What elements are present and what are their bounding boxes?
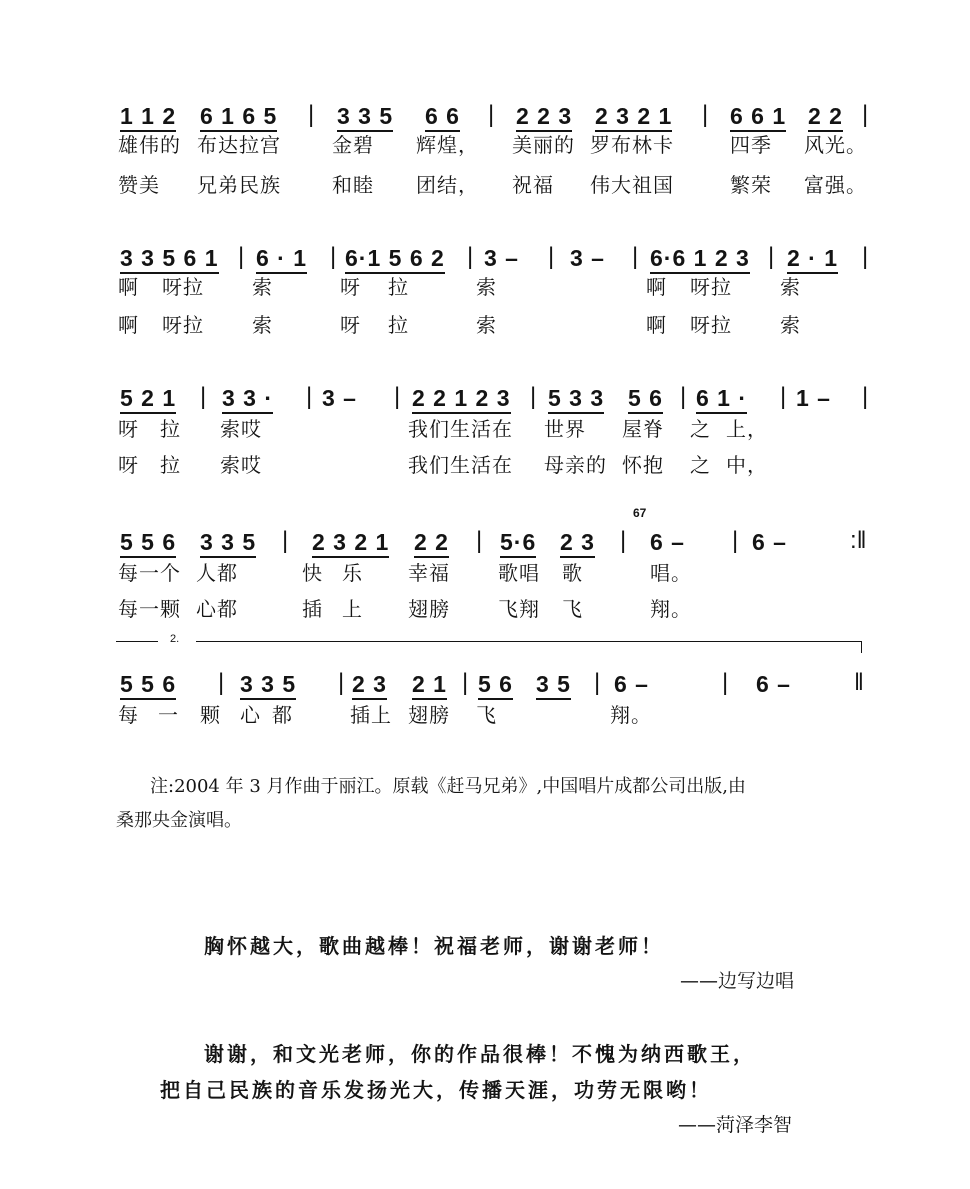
publication-note-line1: 注:2004 年 3 月作曲于丽江。原载《赶马兄弟》,中国唱片成都公司出版,由 <box>150 776 746 797</box>
barline: | <box>338 669 345 696</box>
lyric-text: 索 <box>252 275 273 299</box>
lyric-text: 快 <box>302 561 323 585</box>
barline: ‖ <box>854 669 864 696</box>
note-group: 6 6 1 <box>730 102 786 132</box>
lyric-line <box>0 452 970 492</box>
note-group: 3 3 · <box>222 384 273 414</box>
lyric-text: 翔。 <box>610 703 652 727</box>
note-group: 3 3 5 <box>337 102 393 132</box>
barline: | <box>488 101 495 128</box>
lyric-text: 翅膀 <box>408 597 450 621</box>
note-group: 6·1 5 6 2 <box>345 244 445 274</box>
comment-1-line1: 胸怀越大，歌曲越棒！祝福老师，谢谢老师！ <box>204 934 664 958</box>
notation-line <box>0 378 970 418</box>
note-group: 2 3 2 1 <box>595 102 672 132</box>
note-group: 3 – <box>484 245 519 271</box>
volta-rule-right <box>196 641 862 642</box>
lyric-text: 索 <box>476 275 497 299</box>
lyric-text: 索 <box>780 275 801 299</box>
note-group: 2 2 <box>414 528 449 558</box>
note-group: 3 5 <box>536 670 571 700</box>
lyric-text: 怀抱 <box>622 453 664 477</box>
lyric-text: 飞翔 <box>498 597 540 621</box>
lyric-text: 歌唱 <box>498 561 540 585</box>
lyric-line <box>0 416 970 456</box>
lyric-text: 每 <box>118 703 139 727</box>
barline: | <box>330 243 337 270</box>
lyric-line <box>0 172 970 212</box>
lyric-text: 心都 <box>196 597 238 621</box>
lyric-text: 富强。 <box>804 173 867 197</box>
barline: | <box>680 383 687 410</box>
notation-line <box>0 664 970 704</box>
lyric-text: 母亲的 <box>544 453 607 477</box>
note-group: 3 – <box>322 385 357 411</box>
lyric-text: 呀拉 <box>690 313 732 337</box>
barline: | <box>722 669 729 696</box>
barline: | <box>530 383 537 410</box>
barline: | <box>394 383 401 410</box>
lyric-text: 四季 <box>730 133 772 157</box>
note-group: 3 3 5 <box>240 670 296 700</box>
lyric-text: 啊 <box>118 275 139 299</box>
lyric-text: 和睦 <box>332 173 374 197</box>
lyric-text: 每一个 <box>118 561 181 585</box>
lyric-text: 每一颗 <box>118 597 181 621</box>
note-group: 6 · 1 <box>256 244 307 274</box>
notation-line <box>0 96 970 136</box>
lyric-text: 索哎 <box>220 453 262 477</box>
lyric-text: 上 <box>342 597 363 621</box>
lyric-text: 插上 <box>350 703 392 727</box>
lyric-line <box>0 596 970 636</box>
barline: | <box>308 101 315 128</box>
notation-line <box>0 522 970 562</box>
barline: | <box>306 383 313 410</box>
lyric-text: 雄伟的 <box>118 133 181 157</box>
notation-line <box>0 238 970 278</box>
lyric-text: 布达拉宫 <box>197 133 281 157</box>
lyric-text: 团结， <box>416 173 479 197</box>
lyric-line <box>0 702 970 742</box>
lyric-text: 翔。 <box>650 597 692 621</box>
lyric-text: 呀 <box>340 275 361 299</box>
note-group: 6 – <box>752 529 787 555</box>
note-group: 2 1 <box>412 670 447 700</box>
note-group: 5 5 6 <box>120 528 176 558</box>
barline: | <box>862 243 869 270</box>
note-group: 6 1 · <box>696 384 747 414</box>
note-group: 6 – <box>756 671 791 697</box>
barline: | <box>200 383 207 410</box>
barline: | <box>780 383 787 410</box>
lyric-text: 屋脊 <box>622 417 664 441</box>
lyric-text: 我们生活在 <box>408 417 513 441</box>
lyric-text: 呀 <box>340 313 361 337</box>
barline: | <box>620 527 627 554</box>
lyric-text: 世界 <box>544 417 586 441</box>
note-group: 2 2 3 <box>516 102 572 132</box>
note-group: 5 6 <box>478 670 513 700</box>
barline: | <box>594 669 601 696</box>
lyric-text: 伟大祖国 <box>590 173 674 197</box>
barline: | <box>282 527 289 554</box>
lyric-text: 唱。 <box>650 561 692 585</box>
note-group: 6 6 <box>425 102 460 132</box>
lyric-line <box>0 132 970 172</box>
lyric-text: 祝福 <box>512 173 554 197</box>
lyric-text: 美丽的 <box>512 133 575 157</box>
publication-note-line2: 桑那央金演唱。 <box>116 810 242 831</box>
note-group: 3 3 5 <box>200 528 256 558</box>
lyric-text: 一 <box>158 703 179 727</box>
note-group: 5 3 3 <box>548 384 604 414</box>
barline: :‖ <box>850 527 867 554</box>
barline: | <box>632 243 639 270</box>
grace-note-label: 67 <box>633 506 647 520</box>
note-group: 1 1 2 <box>120 102 176 132</box>
comment-2-line2: 把自己民族的音乐发扬光大，传播天涯，功劳无限哟！ <box>160 1078 712 1102</box>
lyric-text: 之 <box>690 417 711 441</box>
lyric-line <box>0 560 970 600</box>
lyric-text: 飞 <box>476 703 497 727</box>
lyric-text: 之 <box>690 453 711 477</box>
lyric-text: 风光。 <box>804 133 867 157</box>
lyric-text: 拉 <box>160 417 181 441</box>
lyric-text: 翅膀 <box>408 703 450 727</box>
note-group: 6 1 6 5 <box>200 102 277 132</box>
note-group: 3 3 5 6 1 <box>120 244 219 274</box>
barline: | <box>238 243 245 270</box>
lyric-text: 啊 <box>646 275 667 299</box>
lyric-text: 颗 <box>200 703 221 727</box>
comment-2-signature: ——菏泽李智 <box>678 1114 793 1136</box>
lyric-text: 索哎 <box>220 417 262 441</box>
barline: | <box>218 669 225 696</box>
lyric-text: 兄弟民族 <box>197 173 281 197</box>
lyric-text: 我们生活在 <box>408 453 513 477</box>
lyric-text: 索 <box>780 313 801 337</box>
lyric-text: 拉 <box>160 453 181 477</box>
barline: | <box>768 243 775 270</box>
lyric-text: 中， <box>726 453 768 477</box>
lyric-text: 飞 <box>562 597 583 621</box>
note-group: 2 3 <box>352 670 387 700</box>
lyric-text: 人都 <box>196 561 238 585</box>
note-group: 2 2 <box>808 102 843 132</box>
lyric-text: 索 <box>252 313 273 337</box>
barline: | <box>476 527 483 554</box>
note-group: 3 – <box>570 245 605 271</box>
lyric-text: 金碧 <box>332 133 374 157</box>
lyric-line <box>0 312 970 352</box>
note-group: 6 – <box>650 529 685 555</box>
barline: | <box>467 243 474 270</box>
lyric-text: 乐 <box>342 561 363 585</box>
barline: | <box>462 669 469 696</box>
note-group: 5·6 <box>500 528 536 558</box>
barline: | <box>862 383 869 410</box>
note-group: 1 – <box>796 385 831 411</box>
lyric-text: 赞美 <box>118 173 160 197</box>
lyric-text: 拉 <box>388 313 409 337</box>
note-group: 5 6 <box>628 384 663 414</box>
note-group: 6 – <box>614 671 649 697</box>
lyric-text: 呀拉 <box>162 275 204 299</box>
lyric-text: 幸福 <box>408 561 450 585</box>
lyric-text: 繁荣 <box>730 173 772 197</box>
lyric-text: 呀 <box>118 453 139 477</box>
note-group: 2 3 2 1 <box>312 528 389 558</box>
barline: | <box>548 243 555 270</box>
lyric-text: 插 <box>302 597 323 621</box>
barline: | <box>702 101 709 128</box>
volta-end <box>861 641 862 653</box>
lyric-text: 辉煌， <box>416 133 479 157</box>
note-group: 2 · 1 <box>787 244 838 274</box>
lyric-text: 啊 <box>646 313 667 337</box>
note-group: 2 3 <box>560 528 595 558</box>
lyric-text: 啊 <box>118 313 139 337</box>
comment-2-line1: 谢谢，和文光老师，你的作品很棒！不愧为纳西歌王， <box>204 1042 756 1066</box>
volta-rule-left <box>116 641 158 642</box>
lyric-line <box>0 274 970 314</box>
lyric-text: 索 <box>476 313 497 337</box>
note-group: 2 2 1 2 3 <box>412 384 511 414</box>
lyric-text: 呀拉 <box>690 275 732 299</box>
lyric-text: 上， <box>726 417 768 441</box>
lyric-text: 拉 <box>388 275 409 299</box>
comment-1-signature: ——边写边唱 <box>680 970 795 992</box>
volta-label: 2. <box>170 633 180 645</box>
barline: | <box>862 101 869 128</box>
lyric-text: 心 <box>240 703 261 727</box>
note-group: 6·6 1 2 3 <box>650 244 750 274</box>
note-group: 5 2 1 <box>120 384 176 414</box>
lyric-text: 呀拉 <box>162 313 204 337</box>
barline: | <box>732 527 739 554</box>
lyric-text: 呀 <box>118 417 139 441</box>
lyric-text: 歌 <box>562 561 583 585</box>
note-group: 5 5 6 <box>120 670 176 700</box>
lyric-text: 罗布林卡 <box>590 133 674 157</box>
lyric-text: 都 <box>272 703 293 727</box>
